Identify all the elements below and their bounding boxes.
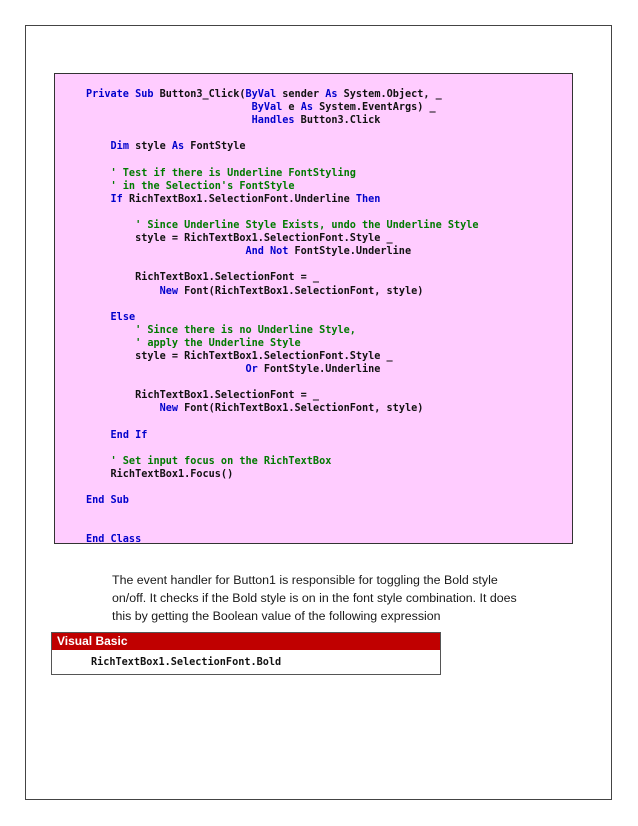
visual-basic-snippet-box bbox=[51, 632, 441, 675]
code-line bbox=[86, 167, 356, 180]
code-keyword: End Class bbox=[86, 534, 142, 546]
code-text bbox=[86, 102, 252, 113]
code-keyword: ByVal bbox=[251, 102, 283, 114]
code-line bbox=[86, 140, 246, 153]
code-text bbox=[86, 286, 160, 297]
code-keyword: Or bbox=[245, 364, 258, 376]
code-keyword: New bbox=[159, 285, 179, 297]
code-text: RichTextBox1.SelectionFont = _ bbox=[86, 390, 320, 402]
code-line bbox=[86, 245, 411, 258]
visual-basic-snippet-code: RichTextBox1.SelectionFont.Bold bbox=[91, 657, 282, 668]
code-line bbox=[86, 402, 423, 415]
code-keyword: New bbox=[159, 403, 179, 415]
code-keyword: Else bbox=[110, 311, 136, 323]
code-text: System.EventArgs) _ bbox=[312, 102, 436, 114]
code-text: FontStyle bbox=[184, 141, 246, 153]
code-keyword: Then bbox=[355, 193, 381, 205]
code-text bbox=[86, 246, 245, 257]
code-line bbox=[86, 180, 295, 193]
code-line bbox=[86, 429, 147, 442]
code-line bbox=[86, 232, 393, 245]
code-keyword: End If bbox=[110, 429, 148, 441]
code-line bbox=[86, 337, 301, 350]
code-line bbox=[86, 101, 436, 114]
code-text: RichTextBox1.SelectionFont = _ bbox=[86, 272, 320, 284]
code-line bbox=[86, 219, 479, 232]
code-line bbox=[86, 350, 393, 363]
code-text: FontStyle.Underline bbox=[288, 246, 412, 258]
code-keyword: As bbox=[171, 141, 185, 153]
code-text: RichTextBox1.SelectionFont.Underline bbox=[122, 193, 356, 205]
code-text bbox=[86, 430, 111, 441]
code-text: Font(RichTextBox1.SelectionFont, style) bbox=[178, 403, 424, 415]
code-text bbox=[86, 115, 252, 126]
code-keyword: Handles bbox=[251, 115, 295, 127]
code-text bbox=[86, 194, 111, 205]
code-line bbox=[86, 455, 331, 468]
code-comment: ' Since there is no Underline Style, bbox=[86, 324, 356, 336]
paragraph-line: The event handler for Button1 is responsible for toggling the Bold style bbox=[112, 573, 498, 587]
code-text bbox=[86, 141, 111, 152]
code-line bbox=[86, 363, 380, 376]
code-text bbox=[86, 364, 245, 375]
code-line bbox=[86, 494, 129, 507]
code-keyword: Private Sub bbox=[86, 89, 160, 100]
code-keyword: End Sub bbox=[86, 495, 129, 507]
code-line bbox=[86, 468, 233, 481]
code-line bbox=[86, 193, 380, 206]
code-text: RichTextBox1.Focus() bbox=[86, 468, 234, 480]
code-line bbox=[86, 533, 141, 546]
code-text: Button3_Click( bbox=[159, 89, 246, 100]
code-line bbox=[86, 88, 442, 101]
code-comment: ' Set input focus on the RichTextBox bbox=[86, 455, 332, 467]
code-text: Font(RichTextBox1.SelectionFont, style) bbox=[178, 285, 424, 297]
code-text: style = RichTextBox1.SelectionFont.Style _ bbox=[86, 233, 393, 245]
code-text: style bbox=[128, 141, 172, 153]
visual-basic-header: Visual Basic bbox=[52, 633, 440, 650]
code-text bbox=[86, 312, 111, 323]
code-text: sender bbox=[276, 89, 326, 100]
code-text: FontStyle.Underline bbox=[257, 364, 381, 376]
code-text: System.Object, _ bbox=[337, 89, 442, 100]
code-keyword: And Not bbox=[245, 246, 289, 258]
code-text: e bbox=[282, 102, 301, 114]
code-text: Button3.Click bbox=[294, 115, 381, 127]
code-line bbox=[86, 324, 356, 337]
code-line bbox=[86, 271, 319, 284]
code-keyword: If bbox=[110, 193, 123, 205]
code-line bbox=[86, 311, 135, 324]
code-comment: ' in the Selection's FontStyle bbox=[86, 180, 295, 192]
code-keyword: ByVal bbox=[245, 89, 277, 100]
code-listing-box bbox=[54, 73, 573, 544]
code-keyword: As bbox=[300, 102, 313, 114]
paragraph-line: this by getting the Boolean value of the following expression bbox=[112, 609, 441, 623]
code-comment: ' Test if there is Underline FontStyling bbox=[86, 167, 356, 179]
code-line bbox=[86, 285, 423, 298]
code-keyword: Dim bbox=[110, 141, 129, 153]
code-comment: ' apply the Underline Style bbox=[86, 337, 301, 349]
code-text bbox=[86, 403, 160, 414]
code-comment: ' Since Underline Style Exists, undo the Underline Style bbox=[86, 220, 479, 231]
code-line bbox=[86, 114, 380, 127]
paragraph-line: on/off. It checks if the Bold style is on in the font style combination. It does bbox=[112, 591, 517, 605]
body-paragraph bbox=[112, 571, 532, 625]
code-line bbox=[86, 389, 319, 402]
code-keyword: As bbox=[325, 89, 338, 100]
code-text: style = RichTextBox1.SelectionFont.Style _ bbox=[86, 351, 393, 362]
